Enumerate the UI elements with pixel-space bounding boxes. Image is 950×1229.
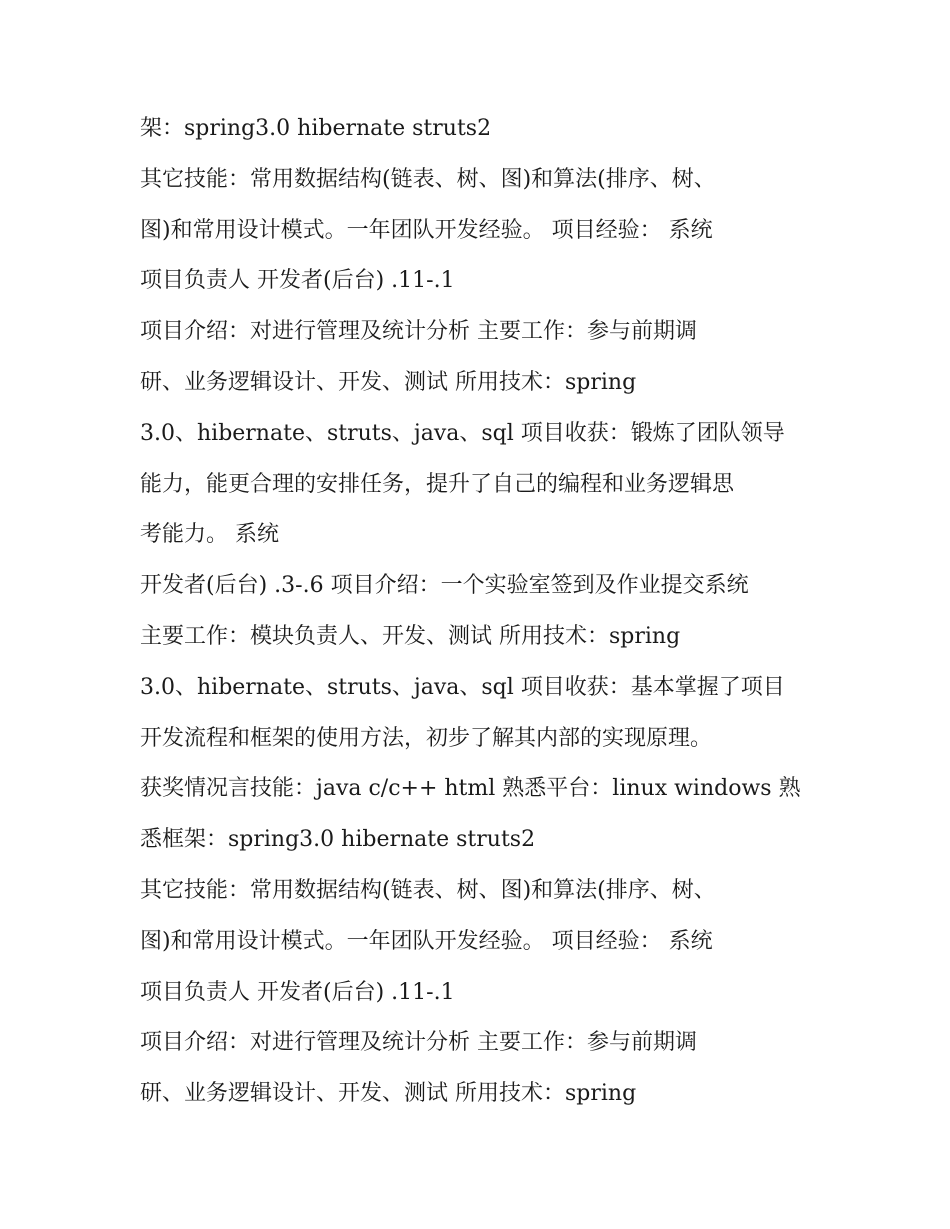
text-line: 架：spring3.0 hibernate struts2 [140,116,492,141]
text-line: 项目介绍：对进行管理及统计分析 主要工作：参与前期调 [140,1030,697,1056]
text-line: 其它技能：常用数据结构(链表、树、图)和算法(排序、树、 [140,877,716,903]
text-line: 考能力。 系统 [140,522,279,548]
text-line: 项目介绍：对进行管理及统计分析 主要工作：参与前期调 [140,319,697,345]
text-line: 项目负责人 开发者(后台) .11-.1 [140,979,455,1005]
text-line: 获奖情况言技能：java c/c++ html 熟悉平台：linux windows 熟 [140,776,801,802]
text-line: 开发流程和框架的使用方法，初步了解其内部的实现原理。 [140,725,713,751]
text-line: 图)和常用设计模式。一年团队开发经验。 项目经验： 系统 [140,928,713,954]
text-line: 悉框架：spring3.0 hibernate struts2 [140,827,536,853]
text-line: 项目负责人 开发者(后台) .11-.1 [140,268,455,294]
text-line: 开发者(后台) .3-.6 项目介绍：一个实验室签到及作业提交系统 [140,573,749,599]
text-line: 主要工作：模块负责人、开发、测试 所用技术：spring [140,623,681,649]
text-line: 3.0、hibernate、struts、java、sql 项目收获：基本掌握了项目 [140,674,785,700]
text-line: 其它技能：常用数据结构(链表、树、图)和算法(排序、树、 [140,166,716,192]
text-line: 3.0、hibernate、struts、java、sql 项目收获：锻炼了团队领导 [140,420,785,446]
text-line: 研、业务逻辑设计、开发、测试 所用技术：spring [140,369,637,395]
resume-text-block [140,104,830,1120]
text-line: 图)和常用设计模式。一年团队开发经验。 项目经验： 系统 [140,217,713,243]
text-line: 研、业务逻辑设计、开发、测试 所用技术：spring [140,1081,637,1107]
text-line: 能力，能更合理的安排任务，提升了自己的编程和业务逻辑思 [140,471,735,497]
